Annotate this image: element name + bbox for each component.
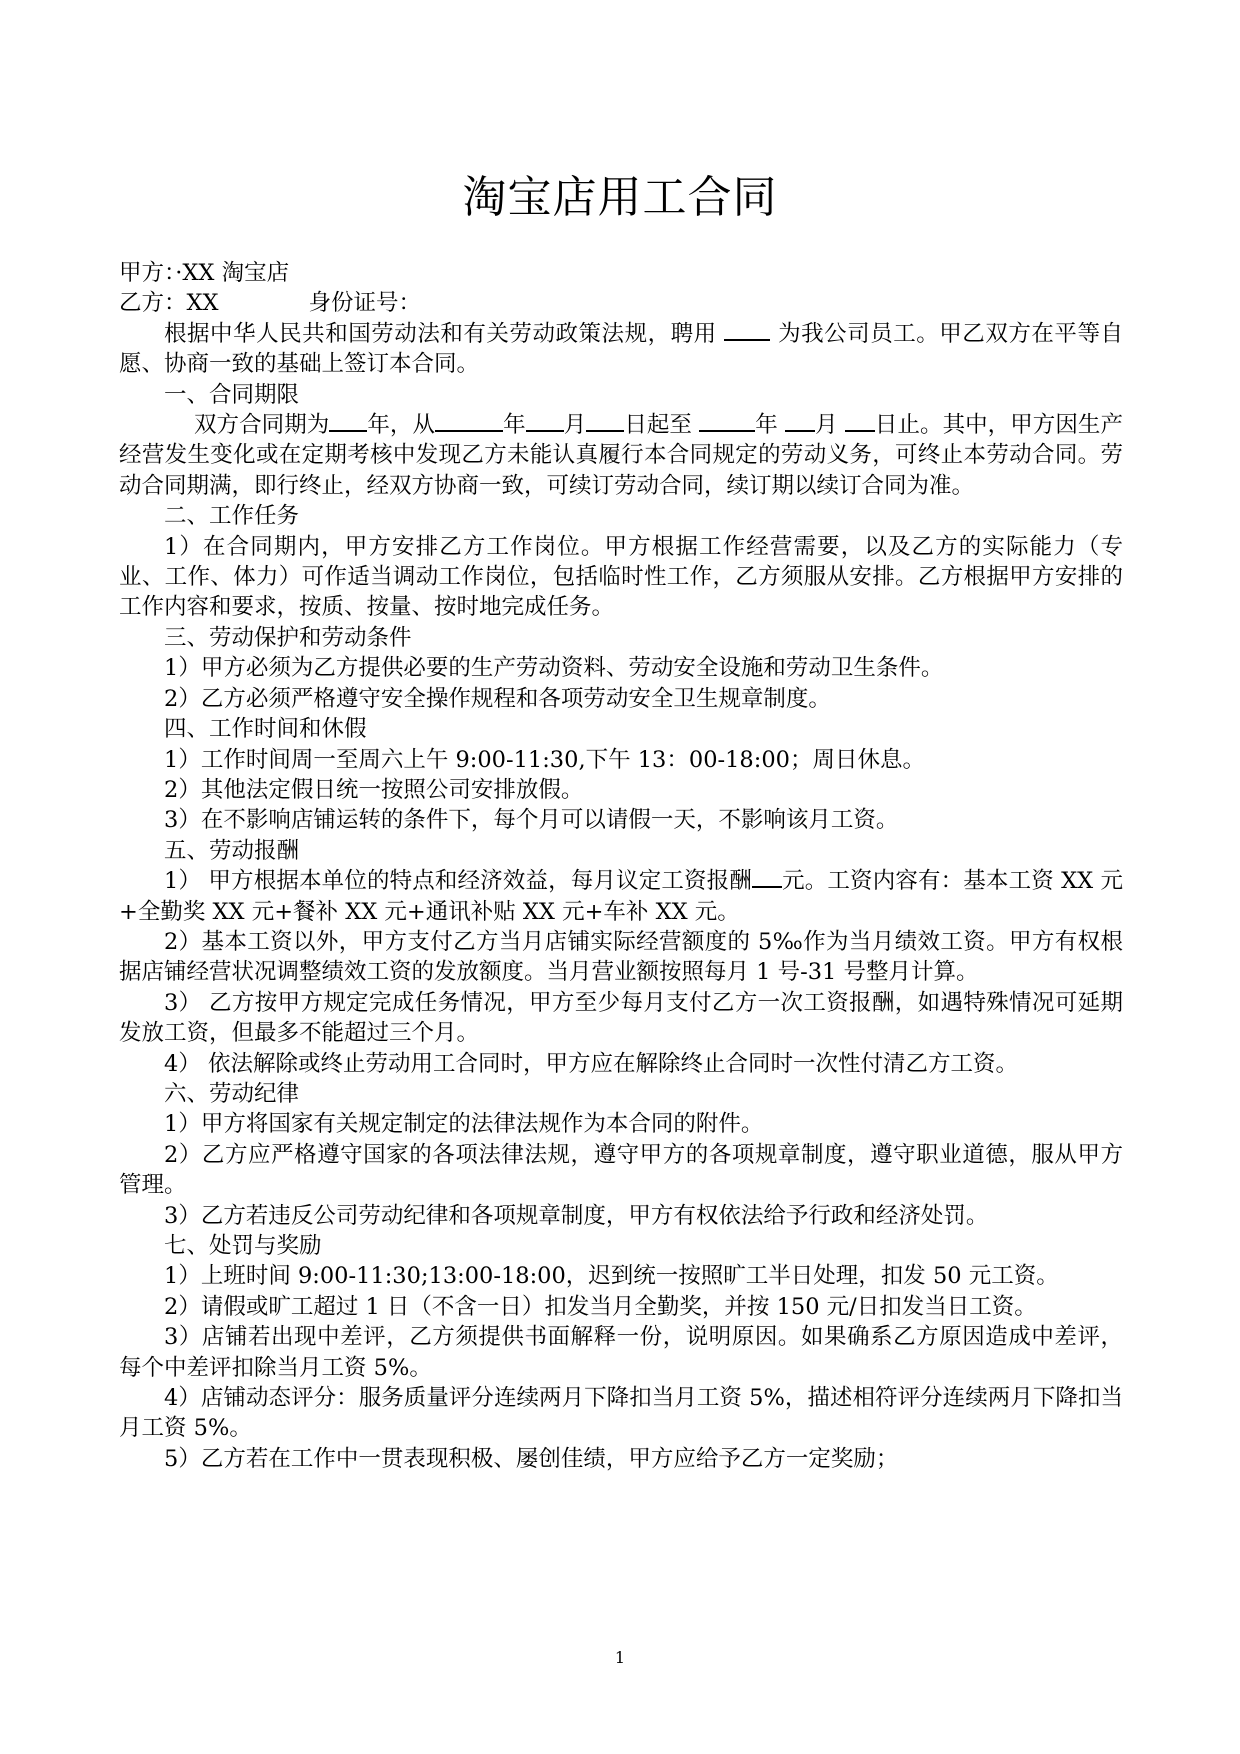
term-text-1: 双方合同期为	[194, 412, 330, 439]
start-day-blank	[586, 410, 624, 432]
section-2-heading: 二、工作任务	[164, 503, 300, 530]
term-years-blank	[329, 410, 367, 432]
party-b-line	[119, 288, 1123, 318]
start-year-blank	[435, 410, 503, 432]
section-7-item-1: 1）上班时间 9:00-11:30;13:00-18:00，迟到统一按照旷工半日处理，扣发 50 元工资。	[164, 1263, 1059, 1290]
id-number-label: 身份证号：	[308, 290, 422, 317]
section-6-heading: 六、劳动纪律	[164, 1080, 300, 1107]
end-year-blank	[699, 410, 755, 432]
salary-text-1: 1） 甲方根据本单位的特点和经济效益，每月议定工资报酬	[164, 868, 752, 895]
section-5-item-3: 3） 乙方按甲方规定完成任务情况，甲方至少每月支付乙方一次工资报酬，如遇特殊情况可延期发放工资，但最多不能超过三个月。	[119, 989, 1123, 1047]
end-month-blank	[785, 410, 815, 432]
intro-text-1: 根据中华人民共和国劳动法和有关劳动政策法规，聘用	[164, 320, 717, 347]
section-5-item-2: 2）基本工资以外，甲方支付乙方当月店铺实际经营额度的 5‰作为当月绩效工资。甲方有权根据店铺经营状况调整绩效工资的发放额度。当月营业额按照每月 1 号-31 号整月计算。	[119, 928, 1123, 986]
section-4-item-2: 2）其他法定假日统一按照公司安排放假。	[164, 776, 584, 803]
section-6-item-1: 1）甲方将国家有关规定制定的法律法规作为本合同的附件。	[164, 1111, 764, 1138]
section-1-paragraph	[119, 410, 1123, 501]
term-text-3: 年	[503, 412, 526, 439]
party-a-line: 甲方：·XX 淘宝店	[119, 260, 290, 286]
salary-amount-blank	[752, 866, 782, 888]
section-7-item-5: 5）乙方若在工作中一贯表现积极、屡创佳绩，甲方应给予乙方一定奖励；	[164, 1445, 899, 1472]
section-5-heading: 五、劳动报酬	[164, 837, 300, 864]
party-b-label: 乙方：XX	[119, 290, 219, 317]
section-7-item-4: 4）店铺动态评分：服务质量评分连续两月下降扣当月工资 5%，描述相符评分连续两月下降扣当月工资 5%。	[119, 1385, 1123, 1442]
term-text-6: 年	[755, 412, 778, 439]
section-4-item-1: 1）工作时间周一至周六上午 9:00-11:30,下午 13：00-18:00；周日休息。	[164, 746, 925, 773]
section-3-heading: 三、劳动保护和劳动条件	[164, 624, 412, 651]
term-text-4: 月	[563, 412, 587, 439]
document-body	[119, 258, 1123, 1474]
start-month-blank	[526, 410, 564, 432]
section-7-item-2: 2）请假或旷工超过 1 日（不含一日）扣发当月全勤奖，并按 150 元/日扣发当日工资。	[164, 1293, 1037, 1320]
end-day-blank	[845, 410, 875, 432]
document-title: 淘宝店用工合同	[462, 172, 778, 223]
section-2-item-1: 1）在合同期内，甲方安排乙方工作岗位。甲方根据工作经营需要，以及乙方的实际能力（专业、工作、体力）可作适当调动工作岗位，包括临时性工作，乙方须服从安排。乙方根据甲方安排的工作内容和要求，按质、按量、按时地完成任务。	[119, 533, 1123, 621]
section-1-heading: 一、合同期限	[164, 381, 300, 408]
section-3-item-1: 1）甲方必须为乙方提供必要的生产劳动资料、劳动安全设施和劳动卫生条件。	[164, 655, 944, 682]
term-text-8: 日止。其中，甲方因生产经营发生变化或在定期考核中发现乙方未能认真履行本合同规定的劳动义务，可终止本劳动合同。劳动合同期满，即行终止，经双方协商一致，可续订劳动合同，续订期以续订合同为准。	[119, 412, 1123, 499]
employee-name-blank	[724, 319, 770, 341]
section-4-item-3: 3）在不影响店铺运转的条件下，每个月可以请假一天，不影响该月工资。	[164, 807, 899, 834]
page-number: 1	[614, 1648, 626, 1667]
section-4-heading: 四、工作时间和休假	[164, 716, 367, 743]
section-6-item-2: 2）乙方应严格遵守国家的各项法律法规，遵守甲方的各项规章制度，遵守职业道德，服从甲方管理。	[119, 1141, 1123, 1199]
section-5-item-4: 4） 依法解除或终止劳动用工合同时，甲方应在解除终止合同时一次性付清乙方工资。	[164, 1050, 1018, 1077]
salary-text-2: 元。工资内容有：基本工资 XX 元+全勤奖 XX 元+餐补 XX 元+通讯补贴 XX 元+车补 XX 元。	[119, 868, 1124, 925]
term-text-7: 月	[815, 412, 838, 439]
section-3-item-2: 2）乙方必须严格遵守安全操作规程和各项劳动安全卫生规章制度。	[164, 685, 831, 712]
intro-text-2: 为我公司员工。甲乙双方在平等自愿、协商一致的基础上签订本合同。	[119, 320, 1123, 378]
section-7-heading: 七、处罚与奖励	[164, 1233, 322, 1259]
section-5-item-1	[119, 866, 1123, 927]
section-7-item-3: 3）店铺若出现中差评，乙方须提供书面解释一份，说明原因。如果确系乙方原因造成中差评，每个中差评扣除当月工资 5%。	[119, 1324, 1123, 1381]
intro-paragraph	[119, 319, 1123, 380]
term-text-2: 年，从	[367, 412, 436, 439]
term-text-5: 日起至	[624, 412, 692, 439]
section-6-item-3: 3）乙方若违反公司劳动纪律和各项规章制度，甲方有权依法给予行政和经济处罚。	[164, 1202, 989, 1229]
